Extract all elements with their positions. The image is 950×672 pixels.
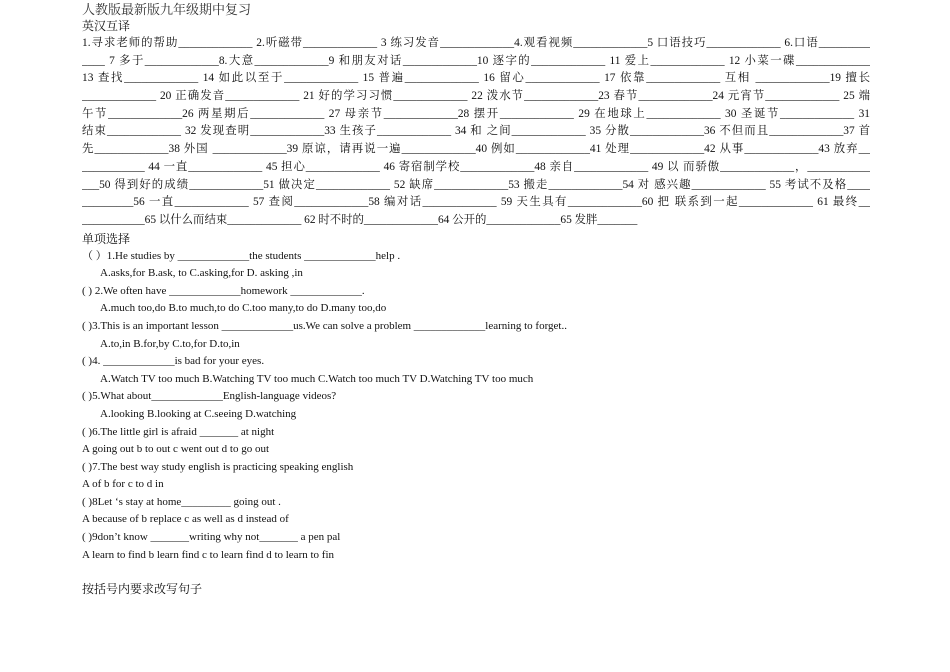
vocab-line: 先_____________38 外国 _____________39 原谅，请再说一遍_____________40 例如_____________41 处理_____________42 从事_____________43 放弃__ xyxy=(82,143,870,156)
section-heading-translation: 英汉互译 xyxy=(82,19,131,33)
section-heading-rewrite: 按括号内要求改写句子 xyxy=(82,582,203,597)
answer-options: A.asks,for B.ask, to C.asking,for D. asking ,in xyxy=(100,267,303,280)
question-line: A learn to find b learn find c to learn find d to learn to fin xyxy=(82,548,335,561)
vocab-line: _________56 一直_____________ 57 查阅_____________58 编对话_____________ 59 天生具有_____________60 把 联系到一起_____________ 61 最终__ xyxy=(82,196,870,209)
vocab-line: 13 查找_____________ 14 如此以至于_____________ 15 普遍_____________ 16 留心_____________ 17 依靠_____________ 互相 _____________19 擅长 xyxy=(82,72,870,85)
question-line: ( )6.The little girl is afraid _______ at night xyxy=(82,425,275,438)
answer-options: A.Watch TV too much B.Watching TV too much C.Watch too much TV D.Watching TV too much xyxy=(100,372,534,385)
question-line: A going out b to out c went out d to go out xyxy=(82,443,269,456)
question-line: ( )3.This is an important lesson _____________us.We can solve a problem _____________learning to forget.. xyxy=(82,319,567,332)
question-line: ( )9don’t know _______writing why not_______ a pen pal xyxy=(82,531,341,544)
vocab-line: 1.寻求老师的帮助_____________ 2.听磁带_____________ 3 练习发音_____________4.观看视频_____________5 口语技巧_____________ 6.口语_________ xyxy=(82,37,870,49)
vocab-line: _____________ 20 正确发音_____________ 21 好的学习习惯_____________ 22 泼水节_____________23 春节_____________24 元宵节_____________ 25 端 xyxy=(82,90,870,103)
answer-options: A.much too,do B.to much,to do C.too many,to do D.many too,do xyxy=(100,302,387,315)
document-page xyxy=(82,2,870,598)
document-title: 人教版最新版九年级期中复习 xyxy=(82,2,252,17)
vocab-line: ___________65 以什么而结束_____________ 62 时不时的_____________64 公开的_____________65 发胖_______ xyxy=(82,213,638,226)
question-line: A of b for c to d in xyxy=(82,478,164,491)
vocab-line: 午节_____________26 两星期后_____________ 27 母亲节_____________28 摆开_____________ 29 在地球上_____________ 30 圣诞节_____________ 31 xyxy=(82,107,870,120)
answer-options: A.looking B.looking at C.seeing D.watching xyxy=(100,407,297,420)
vocab-line: ___50 得到好的成绩_____________51 做决定_____________ 52 缺席_____________53 搬走_____________54 对 感兴趣_____________ 55 考试不及格____ xyxy=(82,178,870,191)
vocab-line: 结束_____________ 32 发现查明_____________33 生孩子_____________ 34 和 之间_____________ 35 分散_____________36 不但而且_____________37 首 xyxy=(82,125,870,138)
section-heading-multiple-choice: 单项选择 xyxy=(82,231,131,246)
question-line: A because of b replace c as well as d instead of xyxy=(82,513,289,526)
question-line: （ ）1.He studies by _____________the students _____________help . xyxy=(82,249,401,262)
vocab-line: ___________ 44 一直_____________ 45 担心_____________ 46 寄宿制学校_____________48 亲自_____________ 49 以 而骄傲_____________，___________ xyxy=(82,160,870,173)
multiple-choice-list xyxy=(82,248,870,565)
question-line: ( ) 2.We often have _____________homework _____________. xyxy=(82,284,365,297)
answer-options: A.to,in B.for,by C.to,for D.to,in xyxy=(100,337,240,350)
question-line: ( )5.What about_____________English-language videos? xyxy=(82,390,337,403)
question-line: ( )4. _____________is bad for your eyes. xyxy=(82,355,265,368)
question-line: ( )7.The best way study english is practicing speaking english xyxy=(82,460,354,473)
vocab-exercise xyxy=(82,35,870,230)
question-line: ( )8Let ‘s stay at home_________ going out . xyxy=(82,495,281,508)
vocab-line: ____ 7 多于_____________8.大意_____________9 和朋友对话_____________10 逐字的_____________ 11 爱上_____________ 12 小菜一碟_____________ xyxy=(82,54,870,67)
